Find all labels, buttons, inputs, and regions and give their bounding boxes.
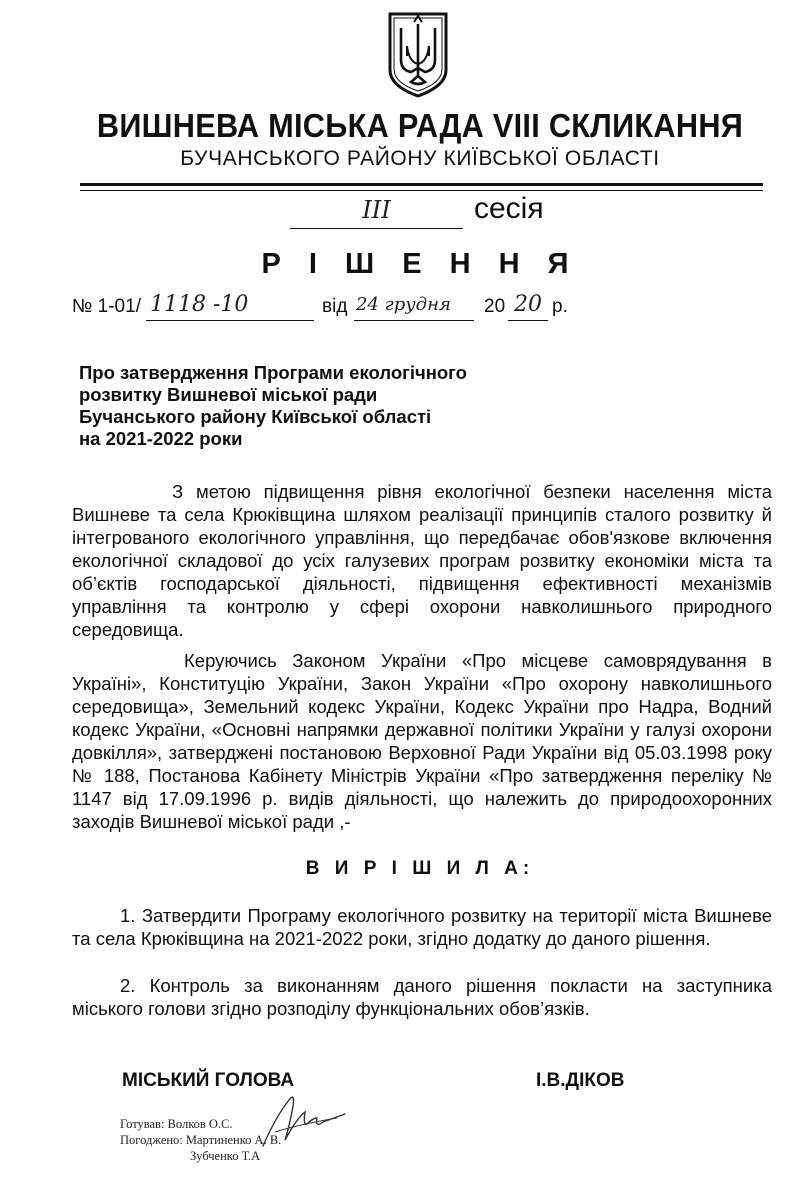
decision-title: Р І Ш Е Н Н Я [261, 248, 579, 280]
legal-basis-paragraph: Керуючись Законом України «Про місцеве самоврядування в Україні», Конституцію України, Закон України «Про охорону навколишнього середовища», Земельний кодекс України, Кодекс України про Надра, Водний кодекс України, «Основні напрямки державної політики України у галузі охорони довкілля», затверджені постановою Верховної Ради України від 05.03.1998 року № 188, Постанова Кабінету Міністрів України «Про затвердження переліку № 1147 від 17.09.1996 р. видів діяльності, що належить до природоохоронних заходів Вишневої міської ради ,- [72, 650, 772, 832]
subject-line: Про затвердження Програми екологічного [79, 362, 467, 383]
resolution-item: 2. Контроль за виконанням даного рішення покласти на заступника міського голови згідно розподілу функціональних обов’язків. [72, 975, 772, 1019]
decision-year-line [508, 320, 548, 321]
decision-year: 20 [514, 292, 542, 317]
header-rule-thin [80, 190, 763, 191]
decision-year-suffix: р. [552, 296, 568, 317]
decision-year-prefix: 20 [484, 296, 506, 317]
prepared-by: Готував: Волков О.С. [120, 1117, 233, 1131]
decision-number-line [146, 320, 314, 321]
trident-emblem-icon [387, 12, 449, 98]
agreed-by-second: Зубченко Т.А [190, 1149, 261, 1163]
agreed-by: Погоджено: Мартиненко А. В. [120, 1133, 282, 1147]
session-label: сесія [474, 192, 544, 225]
subject-line: на 2021-2022 роки [79, 428, 243, 449]
subject-line: розвитку Вишневої міської ради [79, 384, 378, 405]
decision-number-prefix: № 1-01/ [72, 296, 141, 317]
decision-date-line [354, 320, 474, 321]
council-name: ВИШНЕВА МІСЬКА РАДА VIII СКЛИКАННЯ [96, 107, 744, 144]
decision-number: 1118 -10 [150, 292, 249, 317]
decision-subject [79, 362, 549, 450]
decision-date-label: від [322, 296, 348, 317]
subject-line: Бучанського району Київської області [79, 406, 432, 427]
preamble-paragraph: З метою підвищення рівня екологічної безпеки населення міста Вишневе та села Крюківщина шляхом реалізації принципів сталого розвитку й інтегрованого екологічного управління, що передбачає обов'язкове включення екологічної складової до усіх галузевих програм розвитку економіки міста та об’єктів господарської діяльності, підвищення ефективності механізмів управління та контролю у сфері охорони навколишнього природного середовища. [72, 481, 772, 640]
resolved-heading: В И Р І Ш И Л А: [305, 858, 535, 879]
mayor-title: МІСЬКИЙ ГОЛОВА [122, 1070, 295, 1091]
council-subtitle: БУЧАНСЬКОГО РАЙОНУ КИЇВСЬКОЇ ОБЛАСТІ [180, 147, 660, 170]
session-number: III [362, 196, 391, 224]
resolution-item: 1. Затвердити Програму екологічного розвитку на території міста Вишневе та села Крюківщина на 2021-2022 роки, згідно додатку до даного рішення. [72, 905, 772, 949]
mayor-name: І.В.ДІКОВ [536, 1070, 625, 1091]
decision-date: 24 грудня [356, 294, 451, 315]
header-rule-thick [80, 183, 763, 186]
